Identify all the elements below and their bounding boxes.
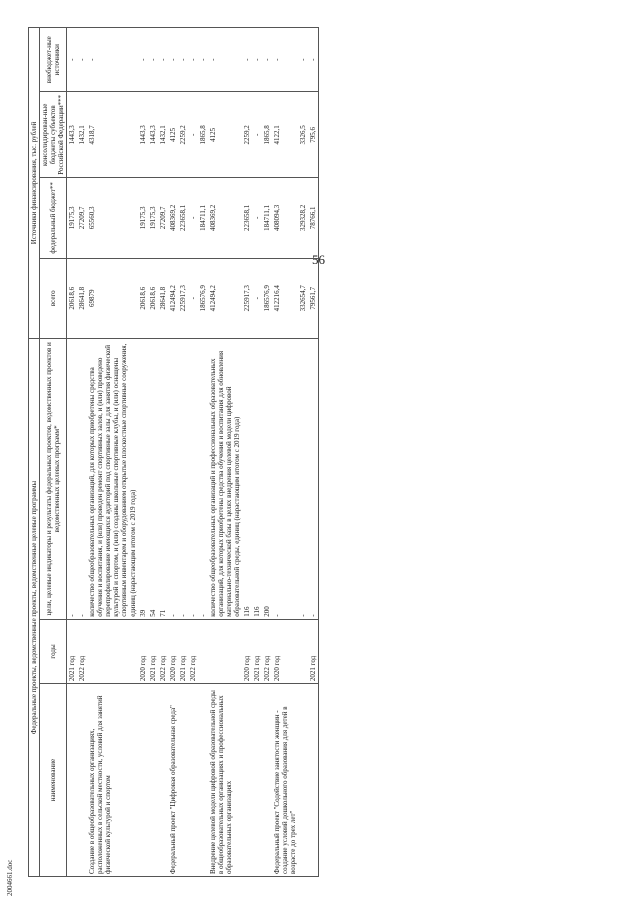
row-year-cell: 2020 год xyxy=(138,619,148,683)
row-goal-cell: - xyxy=(298,338,308,619)
row-name-cell xyxy=(77,684,87,877)
table-row xyxy=(158,28,168,877)
row-year-cell xyxy=(208,619,242,683)
row-total-cell: 79561,7 xyxy=(308,258,319,338)
row-year-cell: 2022 год xyxy=(77,619,87,683)
row-total-cell: 332654,7 xyxy=(298,258,308,338)
row-fed-cell: 329328,2 xyxy=(298,178,308,258)
table-row xyxy=(272,28,298,877)
row-extra-cell: - xyxy=(262,28,272,92)
row-regional-cell: 1432,1 xyxy=(158,92,168,178)
row-extra-cell: - xyxy=(77,28,87,92)
col-fed-header: федеральный бюджет** xyxy=(40,178,67,258)
footer-doc-code: 2004661.doc xyxy=(6,859,14,896)
row-goal-cell: - xyxy=(308,338,319,619)
row-extra-cell: - xyxy=(148,28,158,92)
row-regional-cell: 4125 xyxy=(208,92,242,178)
row-year-cell: 2022 год xyxy=(188,619,198,683)
row-total-cell: 225917,3 xyxy=(178,258,188,338)
row-name-cell xyxy=(67,684,78,877)
table-row xyxy=(178,28,188,877)
rotated-table-container xyxy=(28,27,588,877)
row-year-cell: 2020 год xyxy=(168,619,178,683)
table-row xyxy=(168,28,178,877)
row-goal-cell: - xyxy=(272,338,298,619)
row-year-cell xyxy=(198,619,208,683)
row-year-cell: 2020 год xyxy=(242,619,252,683)
row-name-cell: Федеральный проект "Цифровая образовательная среда" xyxy=(168,684,178,877)
row-fed-cell: 223658,1 xyxy=(178,178,188,258)
row-extra-cell: - xyxy=(178,28,188,92)
row-fed-cell: - xyxy=(188,178,198,258)
row-goal-cell: 200 xyxy=(262,338,272,619)
row-goal-cell: 116 xyxy=(252,338,262,619)
row-extra-cell: - xyxy=(67,28,78,92)
row-name-cell xyxy=(178,684,188,877)
row-regional-cell: - xyxy=(188,92,198,178)
row-fed-cell: 19175,3 xyxy=(67,178,78,258)
row-name-cell xyxy=(262,684,272,877)
row-name-cell xyxy=(242,684,252,877)
row-fed-cell: 184711,1 xyxy=(262,178,272,258)
table-row xyxy=(298,28,308,877)
row-goal-cell: 71 xyxy=(158,338,168,619)
row-goal-cell: 54 xyxy=(148,338,158,619)
row-regional-cell: 4122,1 xyxy=(272,92,298,178)
row-total-cell: 28641,8 xyxy=(158,258,168,338)
row-regional-cell: - xyxy=(252,92,262,178)
row-extra-cell: - xyxy=(87,28,137,92)
row-total-cell: 186576,9 xyxy=(198,258,208,338)
table-row xyxy=(242,28,252,877)
col-extra-header: внебюджет-ные источники xyxy=(40,28,67,92)
row-name-cell xyxy=(148,684,158,877)
row-extra-cell: - xyxy=(198,28,208,92)
row-total-cell: 225917,3 xyxy=(242,258,252,338)
row-year-cell: 2021 год xyxy=(178,619,188,683)
row-regional-cell: 2259,2 xyxy=(178,92,188,178)
row-extra-cell: - xyxy=(272,28,298,92)
row-regional-cell: 3326,5 xyxy=(298,92,308,178)
row-total-cell: 28641,8 xyxy=(77,258,87,338)
row-fed-cell: 27209,7 xyxy=(158,178,168,258)
row-regional-cell: 795,6 xyxy=(308,92,319,178)
row-total-cell: - xyxy=(252,258,262,338)
row-total-cell: 69879 xyxy=(87,258,137,338)
row-extra-cell: - xyxy=(308,28,319,92)
row-year-cell: 2021 год xyxy=(67,619,78,683)
row-name-cell xyxy=(188,684,198,877)
row-name-cell: Внедрение целевой модели цифровой образовательной среды в общеобразовательных организациях и профессиональных образовательных организациях xyxy=(208,684,242,877)
col-years-header: годы xyxy=(40,619,67,683)
row-year-cell: 2022 год xyxy=(262,619,272,683)
row-extra-cell: - xyxy=(208,28,242,92)
table-row xyxy=(148,28,158,877)
row-total-cell: 20618,6 xyxy=(138,258,148,338)
row-goal-cell: количество общеобразовательных организаций, для которых приобретены средства обучения и воспитания, и (или) проведен ремонт спортивных залов, и (или) проведено перепрофилирование имеющихся аудиторий под спортивные залы для занятия физической культурой и спортом, и (или) созданы школьные спортивные клубы, и (или) оснащены спортивным инвентарем и оборудованием открытые плоскостные спортивные сооружения, единиц (нарастающим итогом с 2019 года) xyxy=(87,338,137,619)
table-row xyxy=(87,28,137,877)
row-name-cell xyxy=(298,684,308,877)
row-extra-cell: - xyxy=(242,28,252,92)
row-name-cell: Создание в общеобразовательных организациях, расположенных в сельской местности, условий для занятий физической культурой и спортом xyxy=(87,684,137,877)
header-sources: Источники финансирования, тыс. рублей xyxy=(29,28,40,339)
row-name-cell xyxy=(308,684,319,877)
row-regional-cell: 1443,3 xyxy=(67,92,78,178)
row-total-cell: 412494,2 xyxy=(168,258,178,338)
row-fed-cell: 19175,3 xyxy=(148,178,158,258)
table-row xyxy=(252,28,262,877)
table-body xyxy=(67,28,319,877)
row-total-cell: 412494,2 xyxy=(208,258,242,338)
page-number: 56 xyxy=(312,252,325,267)
row-goal-cell: 39 xyxy=(138,338,148,619)
row-fed-cell: 19175,3 xyxy=(138,178,148,258)
row-year-cell: 2021 год xyxy=(148,619,158,683)
row-fed-cell: 223658,1 xyxy=(242,178,252,258)
row-total-cell: 412216,4 xyxy=(272,258,298,338)
row-goal-cell: количество общеобразовательных организаций и профессиональных образовательных организаций, для которых приобретены средства обучения и воспитания для обновления материально-технической базы в целях внедрения целевой модели цифровой образовательной среды, единиц (нарастающим итогом с 2019 года) xyxy=(208,338,242,619)
row-name-cell xyxy=(252,684,262,877)
table-row xyxy=(208,28,242,877)
row-total-cell: 186576,9 xyxy=(262,258,272,338)
row-regional-cell: 1865,8 xyxy=(262,92,272,178)
row-name-cell: Федеральный проект "Содействие занятости женщин - создание условий дошкольного образования для детей в возрасте до трех лет" xyxy=(272,684,298,877)
row-name-cell xyxy=(198,684,208,877)
row-goal-cell: 116 xyxy=(242,338,252,619)
row-extra-cell: - xyxy=(252,28,262,92)
row-total-cell: 20618,6 xyxy=(67,258,78,338)
row-extra-cell: - xyxy=(188,28,198,92)
row-goal-cell: - xyxy=(168,338,178,619)
row-fed-cell: 65560,3 xyxy=(87,178,137,258)
row-name-cell xyxy=(138,684,148,877)
row-extra-cell: - xyxy=(138,28,148,92)
row-extra-cell: - xyxy=(168,28,178,92)
table-row xyxy=(308,28,319,877)
col-goals-header: цели, целевые индикаторы и результаты федеральных проектов, ведомственных проектов и ведомственных целевых программ* xyxy=(40,338,67,619)
row-year-cell xyxy=(87,619,137,683)
row-extra-cell: - xyxy=(158,28,168,92)
row-year-cell: 2021 год xyxy=(308,619,319,683)
header-programs: Федеральные проекты, ведомственные проекты, ведомственные целевые программы xyxy=(29,338,40,876)
row-fed-cell: 408369,2 xyxy=(208,178,242,258)
row-regional-cell: 1432,1 xyxy=(77,92,87,178)
row-regional-cell: 1865,8 xyxy=(198,92,208,178)
row-total-cell: 20618,6 xyxy=(148,258,158,338)
row-year-cell: 2020 год xyxy=(272,619,298,683)
table-row xyxy=(188,28,198,877)
row-year-cell: 2022 год xyxy=(158,619,168,683)
row-fed-cell: 78766,1 xyxy=(308,178,319,258)
row-regional-cell: 1443,3 xyxy=(138,92,148,178)
row-fed-cell: - xyxy=(252,178,262,258)
row-year-cell: 2021 год xyxy=(252,619,262,683)
row-regional-cell: 4125 xyxy=(168,92,178,178)
row-goal-cell: - xyxy=(77,338,87,619)
row-regional-cell: 2259,2 xyxy=(242,92,252,178)
row-total-cell: - xyxy=(188,258,198,338)
row-name-cell xyxy=(158,684,168,877)
row-fed-cell: 184711,1 xyxy=(198,178,208,258)
table-row xyxy=(67,28,78,877)
row-fed-cell: 408094,3 xyxy=(272,178,298,258)
row-extra-cell: - xyxy=(298,28,308,92)
row-goal-cell: - xyxy=(188,338,198,619)
row-goal-cell: - xyxy=(198,338,208,619)
table-row xyxy=(262,28,272,877)
row-goal-cell: - xyxy=(178,338,188,619)
col-total-header: всего xyxy=(40,258,67,338)
financing-table xyxy=(28,27,319,877)
row-year-cell xyxy=(298,619,308,683)
row-regional-cell: 1443,3 xyxy=(148,92,158,178)
row-goal-cell: - xyxy=(67,338,78,619)
table-row xyxy=(198,28,208,877)
row-fed-cell: 408369,2 xyxy=(168,178,178,258)
table-row xyxy=(138,28,148,877)
col-name-header: наименование xyxy=(40,684,67,877)
row-regional-cell: 4318,7 xyxy=(87,92,137,178)
table-row xyxy=(77,28,87,877)
row-fed-cell: 27209,7 xyxy=(77,178,87,258)
col-regional-header: консолидирован-ные бюджеты субъектов Российской Федерации*** xyxy=(40,92,67,178)
